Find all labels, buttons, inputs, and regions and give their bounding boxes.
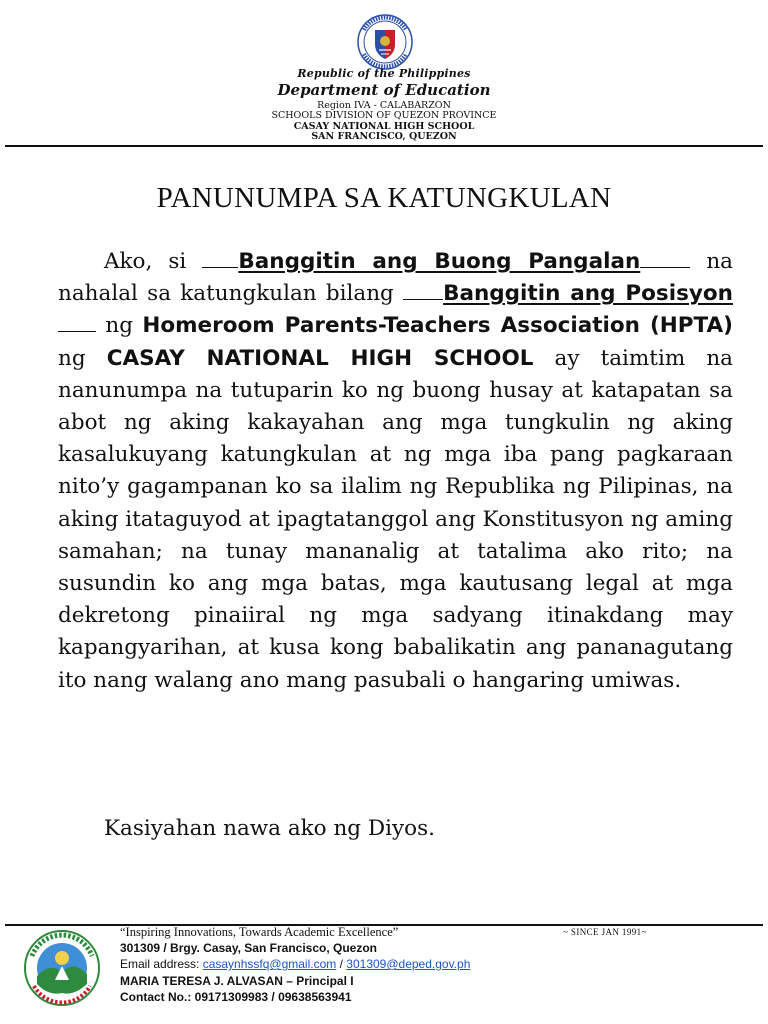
closing-line: Kasiyahan nawa ako ng Diyos. [104,816,435,841]
organization-name: Homeroom Parents-Teachers Association (HPTA) [142,313,734,339]
deped-seal-icon [357,14,413,70]
oath-text-3: ng [96,313,143,339]
name-fill-field[interactable]: Banggitin ang Buong Pangalan [238,249,641,274]
footer-since: ~ SINCE JAN 1991~ [563,927,647,937]
oath-paragraph [58,246,733,697]
document-title: PANUNUMPA SA KATUNGKULAN [156,182,612,214]
oath-text-5: ay taimtim na nanunumpa na tutuparin ko ng buong husay at katapatan sa abot ng aking kakayahan ang mga tungkulin ng aking kasalukuyang katungkulan at ng mga iba pang pagkaraan nito’y gagampanan ko sa ilalim ng Republika ng Pilipinas, na aking itataguyod at ipagtatanggol ang Konstitusyon ng aming samahan; na tunay mananalig at tatalima ako rito; na susundin ko ang mga batas, mga kautusang legal at mga dekretong pinaiiral ng mga sadyang itinakdang may kapangyarihan, at kusa kong babalikatin ang pananagutang ito nang walang ano mang pasubali o hangaring umiwas. [58,345,733,693]
header-department: Department of Education [277,81,491,99]
email-link-gmail[interactable]: casaynhssfq@gmail.com [202,957,337,971]
oath-text-2: na nahalal sa katungkulan bilang [58,249,733,307]
name-blank-trail [640,246,690,268]
school-logo-icon [22,928,102,1008]
header-school: CASAY NATIONAL HIGH SCHOOL [293,121,475,132]
header-republic: Republic of the Philippines [297,67,471,80]
position-fill-field[interactable]: Banggitin ang Posisyon [443,281,733,307]
header-region: Region IVA - CALABARZON [317,100,451,111]
footer-email-line [120,957,470,971]
header-location: SAN FRANCISCO, QUEZON [311,131,457,142]
email-label: Email address: [120,957,203,971]
oath-text-4: ng [58,345,107,371]
email-link-deped[interactable]: 301309@deped.gov.ph [346,957,471,971]
footer-contact: Contact No.: 09171309983 / 09638563941 [120,990,352,1004]
header-divider [5,145,763,147]
position-blank-trail [58,310,96,332]
footer-address: 301309 / Brgy. Casay, San Francisco, Quezon [120,941,377,955]
email-separator: / [336,957,347,971]
school-name: CASAY NATIONAL HIGH SCHOOL [106,345,534,371]
footer-motto: “Inspiring Innovations, Towards Academic Excellence” [120,925,399,939]
footer-principal: MARIA TERESA J. ALVASAN – Principal I [120,974,354,988]
oath-text-1: Ako, si [104,249,203,274]
position-blank-lead [403,278,443,300]
header-division: SCHOOLS DIVISION OF QUEZON PROVINCE [271,110,497,121]
name-blank-lead [202,246,238,268]
